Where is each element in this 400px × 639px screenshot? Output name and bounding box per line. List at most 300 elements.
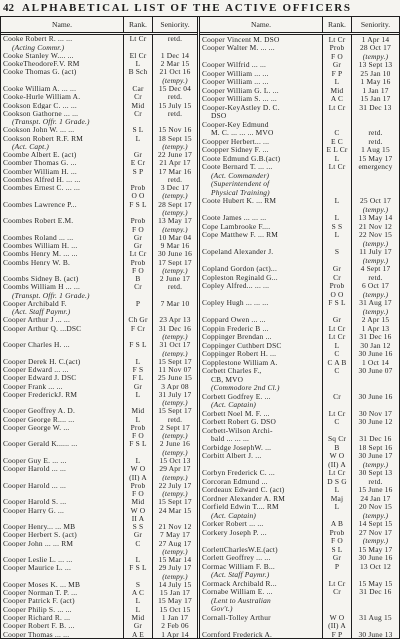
officer-seniority: 10 Mar 04: [152, 233, 197, 241]
officer-seniority: [351, 571, 399, 580]
officer-row: [1, 349, 197, 357]
officer-rank: F S L: [123, 341, 152, 349]
officer-row: [1, 481, 197, 489]
officer-rank: Gr: [322, 61, 351, 70]
officer-row: [1, 300, 197, 308]
rank-column-header: Rank.: [123, 17, 152, 32]
officer-row: [1, 407, 197, 415]
officer-rank: Lt Cr: [322, 579, 351, 588]
officer-seniority: [152, 118, 197, 126]
officer-seniority: 30 June 13: [351, 630, 399, 638]
officer-row: [200, 613, 399, 622]
officer-seniority: 15 May 17: [152, 597, 197, 605]
officer-rank: E Cr: [123, 159, 152, 167]
officer-name: Cooper John ... ... RM: [3, 539, 74, 548]
officer-name: Cooper William G. L. ...: [202, 86, 279, 95]
officer-row: [200, 146, 399, 155]
officer-seniority: 15 Oct 15: [152, 605, 197, 613]
officer-name: (Act. Staff Paymr.): [211, 570, 270, 579]
officer-rows: [200, 35, 399, 638]
officer-rank: [123, 76, 152, 84]
officer-name: Corbett Robert G. DSO: [202, 417, 276, 426]
officer-rank: [322, 120, 351, 129]
officer-name: Cooper-Key Edmund: [202, 120, 269, 129]
officer-row: [200, 426, 399, 435]
officer-rank: F O: [322, 537, 351, 546]
officer-rank: L: [123, 597, 152, 605]
officer-seniority: 7 May 17: [152, 531, 197, 539]
officer-row: [200, 503, 399, 512]
officer-name: Coppinger Brendan ...: [202, 332, 272, 341]
officer-name: (Acting Commr.): [12, 43, 65, 52]
officer-row: [1, 589, 197, 597]
officer-name: Cooper Guy E. ... ...: [3, 456, 67, 465]
officer-seniority: 11 July 17: [351, 248, 399, 257]
officer-row: [200, 477, 399, 486]
officer-row: [200, 622, 399, 631]
officer-rank: L: [123, 605, 152, 613]
officer-seniority: retd.: [351, 477, 399, 486]
officer-row: [1, 275, 197, 283]
officer-rank: [322, 188, 351, 197]
officer-row: [1, 357, 197, 365]
officer-rank: F Cr: [123, 324, 152, 332]
officer-name: [1, 333, 123, 341]
officer-rank: Cr: [322, 273, 351, 282]
officer-row: [200, 256, 399, 265]
officer-seniority: 15 May 15: [351, 579, 399, 588]
officer-name: Coote Hubert K. ... RM: [202, 196, 277, 205]
officer-seniority: 15 Jan 17: [351, 95, 399, 104]
officer-name: Corbett Noel M. F. ...: [202, 409, 270, 418]
officer-name: [200, 290, 322, 299]
officer-name: (Act. Capt.): [12, 142, 50, 151]
officer-name: Cornabe William E. ...: [202, 587, 273, 596]
officer-rank: [123, 572, 152, 580]
officer-name: Copley Alfred... ... ...: [202, 281, 270, 290]
officer-seniority: (tempy.): [351, 52, 399, 61]
officer-row: [1, 374, 197, 382]
officer-row: [1, 490, 197, 498]
officer-seniority: 15 Dec 04: [152, 85, 197, 93]
officer-rank: O O: [123, 192, 152, 200]
officer-rank: W O: [123, 506, 152, 514]
officer-rank: F S L: [123, 564, 152, 572]
officer-name: Coombe Albert E. (act): [3, 150, 77, 159]
officer-seniority: (tempy.): [351, 205, 399, 214]
officer-rank: D S G: [322, 477, 351, 486]
officer-rank: (II) A: [322, 622, 351, 631]
officer-seniority: 31 Aug 17: [351, 299, 399, 308]
officer-rank: [123, 333, 152, 341]
officer-rank: L: [322, 486, 351, 495]
officer-name: Corlett Geoffrey ... ...: [202, 553, 271, 562]
officer-rank: L: [322, 78, 351, 87]
officer-rank: Sq Cr: [322, 435, 351, 444]
officer-name: Copleston Reginald G...: [202, 273, 278, 282]
officer-rank: C: [322, 350, 351, 359]
officer-seniority: 15 July 15: [152, 101, 197, 109]
officer-seniority: 1 Oct 14: [351, 358, 399, 367]
officer-seniority: (tempy.): [351, 511, 399, 520]
officer-name: Cookson Edgar C. ... ...: [3, 101, 77, 110]
officer-seniority: 31 July 17: [152, 390, 197, 398]
officer-row: [1, 266, 197, 274]
officer-name: Coombs Sidney B. (act): [3, 274, 79, 283]
officer-seniority: [351, 384, 399, 393]
officer-rank: S L: [322, 545, 351, 554]
officer-rank: [322, 511, 351, 520]
officer-name: Cooper Herbert S. (act): [3, 530, 77, 540]
officer-name: Corker Robert ... ...: [202, 519, 264, 528]
officer-name: CB, MVO: [211, 375, 244, 384]
officer-seniority: 2 June 16: [152, 440, 197, 448]
officer-seniority: 30 June 16: [152, 250, 197, 258]
officer-rank: C: [322, 129, 351, 138]
officer-row: [1, 200, 197, 208]
officer-seniority: 15 Sept 17: [152, 357, 197, 365]
officer-row: [1, 473, 197, 481]
officer-seniority: [152, 308, 197, 316]
officer-name: Cooper Arthur Q. ...DSC: [3, 324, 82, 333]
officer-name: Cooper Moses K. ... MB: [3, 580, 81, 589]
officer-seniority: (tempy.): [152, 266, 197, 274]
officer-name: Cormac William F. B...: [202, 562, 275, 571]
officer-name: Cooper Norman T. P. ...: [3, 588, 78, 598]
officer-name: [1, 490, 123, 498]
officer-seniority: 30 June 16: [351, 392, 399, 401]
officer-row: [1, 415, 197, 423]
officer-row: [200, 409, 399, 418]
officer-row: [200, 605, 399, 614]
officer-row: [200, 239, 399, 248]
officer-rank: II A: [123, 514, 152, 522]
officer-row: [200, 520, 399, 529]
officer-row: [1, 217, 197, 225]
officer-name: (Superintendent of: [211, 179, 270, 188]
officer-row: [200, 401, 399, 410]
officer-row: [200, 265, 399, 274]
officer-rank: W O: [123, 465, 152, 473]
officer-name: Coppin Frederic B ...: [202, 324, 269, 333]
officer-row: [200, 435, 399, 444]
officer-rank: [322, 384, 351, 393]
officer-row: [1, 572, 197, 580]
officer-rank: C A B: [322, 358, 351, 367]
officer-name: Cooper William ... ...: [202, 77, 269, 86]
officer-name: Corbett Charles F.,: [202, 366, 262, 375]
officer-name: Cooper George W. ...: [3, 423, 70, 432]
officer-rank: Ch Gr: [123, 316, 152, 324]
officer-name: [1, 547, 123, 555]
officer-row: [1, 581, 197, 589]
officer-name: Cooper-KeyAstley D. C.: [202, 103, 280, 112]
officer-name: Cope Matthew F. ... RM: [202, 230, 279, 239]
officer-rank: Prob: [123, 423, 152, 431]
officer-seniority: 29 July 17: [152, 564, 197, 572]
officer-rank: Gr: [322, 316, 351, 325]
officer-name: Cornford Frederick A.: [202, 630, 273, 638]
officer-rank: Cr: [322, 588, 351, 597]
officer-name: M. C. ... ... ... MVO: [211, 128, 274, 137]
officer-row: [200, 69, 399, 78]
officer-seniority: (tempy.): [152, 432, 197, 440]
officer-seniority: retd.: [152, 35, 197, 43]
officer-rank: Gr: [123, 622, 152, 630]
officer-name: Cooper Edward ... ...: [3, 365, 69, 374]
officer-seniority: 6 Oct 17: [351, 282, 399, 291]
officer-name: Corfield Edwin T.... RM: [202, 502, 279, 511]
officer-seniority: (tempy.): [152, 490, 197, 498]
officer-row: [1, 76, 197, 84]
officer-name: Cooper Philip S. ... ...: [3, 605, 72, 614]
officer-seniority: retd.: [152, 283, 197, 291]
officer-row: [200, 341, 399, 350]
officer-rank: [123, 209, 152, 217]
officer-rank: B Sch: [123, 68, 152, 76]
officer-seniority: 17 Mar 16: [152, 167, 197, 175]
officer-seniority: 25 Jan 10: [351, 69, 399, 78]
officer-name: Cornall-Tolley Arthur: [202, 613, 271, 622]
officer-seniority: (tempy.): [152, 448, 197, 456]
officer-name: Cooper Robert F. B. ...: [3, 621, 75, 631]
officer-name: Cooper Richard R. ...: [3, 613, 71, 622]
officer-seniority: 22 June 17: [152, 151, 197, 159]
officer-row: [1, 622, 197, 630]
officer-rank: L: [123, 556, 152, 564]
officer-name: Coombs William H ... ...: [3, 282, 81, 292]
officer-seniority: 2 Mar 15: [152, 60, 197, 68]
officer-name: Coote Bernard T. ... ...: [202, 162, 273, 171]
column-headers: [1, 17, 197, 35]
officer-row: [200, 579, 399, 588]
officer-name: Cooke-Hurle William A.: [3, 92, 81, 102]
officer-seniority: 13 May 17: [152, 217, 197, 225]
officer-row: [1, 564, 197, 572]
officer-seniority: 31 Dec 16: [351, 333, 399, 342]
officer-rank: Lt Cr: [322, 409, 351, 418]
officer-name: Coombes Robert E.M.: [3, 216, 74, 226]
officer-seniority: 20 Nov 15: [351, 503, 399, 512]
officer-rank: Prob: [322, 282, 351, 291]
officer-rank: P: [322, 562, 351, 571]
officer-row: [200, 554, 399, 563]
officer-name: (Act. Staff Paymr.): [12, 307, 71, 317]
officer-rank: L: [322, 231, 351, 240]
officer-rank: Lt Cr: [322, 35, 351, 44]
officer-rank: L: [322, 154, 351, 163]
page-number: 42: [3, 2, 14, 14]
officer-name: Coombs Henry W. B.: [3, 258, 71, 267]
officer-name: [1, 432, 123, 440]
officer-name: Cooper William S. ... ...: [202, 94, 277, 103]
officer-rank: Gr: [322, 265, 351, 274]
officer-seniority: 15 Nov 16: [152, 126, 197, 134]
officer-seniority: 1 Aug 15: [351, 146, 399, 155]
officer-seniority: retd.: [152, 109, 197, 117]
officer-name: Cooper Charles H. ...: [3, 340, 70, 350]
officer-seniority: 27 Nov 17: [351, 528, 399, 537]
officer-name: Cooper Maurice L. ...: [3, 564, 72, 573]
officer-row: [200, 418, 399, 427]
officer-seniority: 23 Apr 13: [152, 316, 197, 324]
officer-name: Cooper George R.... ...: [3, 415, 75, 424]
officer-rank: [123, 43, 152, 51]
officer-seniority: 25 Oct 17: [351, 197, 399, 206]
officer-name: Physical Training): [211, 188, 270, 197]
officer-row: [1, 423, 197, 431]
officer-rank: [322, 307, 351, 316]
officer-rank: S L: [123, 126, 152, 134]
officer-rank: Mid: [123, 614, 152, 622]
officer-name: Cooper Harold S. ...: [3, 497, 67, 507]
officer-name: Copland Gordon (act)...: [202, 264, 277, 273]
officer-row: [1, 539, 197, 547]
officer-seniority: 1 Jan 17: [351, 86, 399, 95]
officer-rank: [123, 118, 152, 126]
officer-row: [1, 258, 197, 266]
officer-rank: B: [123, 275, 152, 283]
officer-seniority: 13 Oct 12: [351, 562, 399, 571]
officer-seniority: 15 May 17: [351, 545, 399, 554]
officer-seniority: [351, 120, 399, 129]
officer-seniority: 2 Sept 17: [152, 423, 197, 431]
officer-seniority: (tempy.): [152, 333, 197, 341]
officer-rank: Gr: [123, 382, 152, 390]
officer-rank: P: [123, 300, 152, 308]
officer-name: Cooper Patrick F. (act): [3, 597, 75, 606]
officer-name: Cooper Gerald K...... ...: [3, 440, 78, 449]
officer-rank: [123, 291, 152, 299]
officer-rank: [123, 448, 152, 456]
officer-rank: F P: [322, 69, 351, 78]
officer-rank: L: [123, 60, 152, 68]
officer-rank: [322, 256, 351, 265]
officer-seniority: 31 Aug 15: [351, 613, 399, 622]
officer-row: [1, 142, 197, 150]
officer-seniority: (tempy.): [351, 537, 399, 546]
officer-seniority: [351, 401, 399, 410]
officer-seniority: [152, 291, 197, 299]
officer-row: [1, 390, 197, 398]
officer-rank: [322, 375, 351, 384]
officer-row: [1, 43, 197, 51]
officer-rank: S: [322, 248, 351, 257]
officer-rank: Prob: [123, 184, 152, 192]
officer-row: [1, 118, 197, 126]
officer-rank: A C: [322, 95, 351, 104]
officer-row: [200, 44, 399, 53]
officer-row: [1, 151, 197, 159]
officer-name: [200, 460, 322, 469]
officer-row: [1, 556, 197, 564]
officer-row: [200, 86, 399, 95]
officer-name: [1, 473, 123, 481]
officer-rank: F S L: [322, 299, 351, 308]
officer-seniority: 21 Oct 16: [152, 68, 197, 76]
officer-seniority: (tempy.): [152, 192, 197, 200]
officer-name: (Commodore 2nd Cl.): [211, 383, 280, 392]
officer-row: [1, 308, 197, 316]
officer-row: [1, 60, 197, 68]
officer-name: Cooke Stanley W.... ...: [3, 51, 74, 60]
officer-rank: (II) A: [322, 460, 351, 469]
officer-rank: S: [123, 581, 152, 589]
officer-name: Cooper Archibald F.: [3, 299, 67, 308]
officer-row: [1, 159, 197, 167]
officer-name: Copplestone William A.: [202, 358, 278, 367]
officer-row: [1, 167, 197, 175]
officer-rank: Gr: [123, 242, 152, 250]
officer-rank: [123, 308, 152, 316]
officer-row: [1, 316, 197, 324]
officer-row: [200, 61, 399, 70]
officer-row: [1, 366, 197, 374]
officer-seniority: 2 Apr 15: [351, 316, 399, 325]
officer-row: [1, 630, 197, 638]
officer-row: [1, 134, 197, 142]
officer-rank: L: [322, 197, 351, 206]
officer-row: [1, 547, 197, 555]
officer-row: [200, 282, 399, 291]
seniority-column-header: Seniority.: [351, 17, 399, 32]
officer-seniority: (tempy.): [152, 76, 197, 84]
officer-rank: [322, 112, 351, 121]
officer-seniority: (tempy.): [351, 307, 399, 316]
officer-row: [200, 367, 399, 376]
rank-column-header: Rank.: [322, 17, 351, 32]
officer-rank: S P: [123, 167, 152, 175]
officer-rank: A C: [123, 589, 152, 597]
officer-seniority: 30 Jan 12: [351, 341, 399, 350]
officer-seniority: 14 July 15: [152, 581, 197, 589]
officer-rank: Lt Cr: [322, 324, 351, 333]
officer-seniority: 15 Oct 13: [152, 457, 197, 465]
officer-name: Coote Edmund G.B.(act): [202, 154, 281, 163]
officer-row: [200, 545, 399, 554]
officer-row: [200, 154, 399, 163]
officer-seniority: [351, 375, 399, 384]
officer-name: (Transpt. Offr. 1 Grade.): [12, 117, 90, 126]
officer-seniority: 15 Sept 17: [152, 407, 197, 415]
officer-row: [200, 95, 399, 104]
officer-seniority: 1 Apr 14: [152, 630, 197, 638]
officer-name: Coppinger Robert H. ...: [202, 349, 277, 358]
officer-rank: F P: [322, 630, 351, 638]
officer-name: bald ... ... ...: [211, 434, 250, 443]
officer-row: [200, 214, 399, 223]
officer-rank: L: [123, 415, 152, 423]
officer-row: [1, 93, 197, 101]
officer-name: Cooper Harold ... ...: [3, 481, 67, 490]
officer-row: [200, 460, 399, 469]
officer-rank: [123, 547, 152, 555]
officer-rank: [322, 571, 351, 580]
officer-name: Coppinger Cuthbert DSC: [202, 341, 282, 350]
officer-seniority: 30 June 16: [351, 554, 399, 563]
officer-name: Cooper Derek H. C.(act): [3, 357, 81, 366]
officer-name: (Act. Captain): [211, 400, 257, 409]
officer-row: [1, 283, 197, 291]
officer-seniority: 2 Feb 06: [152, 622, 197, 630]
officer-name: CorlettCharlesW.E.(act): [202, 545, 278, 554]
column-headers: [200, 17, 399, 35]
officer-rank: Lt Cr: [123, 250, 152, 258]
officer-rank: Lt Cr: [123, 35, 152, 43]
officer-rank: Prob: [123, 258, 152, 266]
officer-name: Cooper Thomas ... ...: [3, 630, 70, 638]
officer-seniority: [351, 171, 399, 180]
